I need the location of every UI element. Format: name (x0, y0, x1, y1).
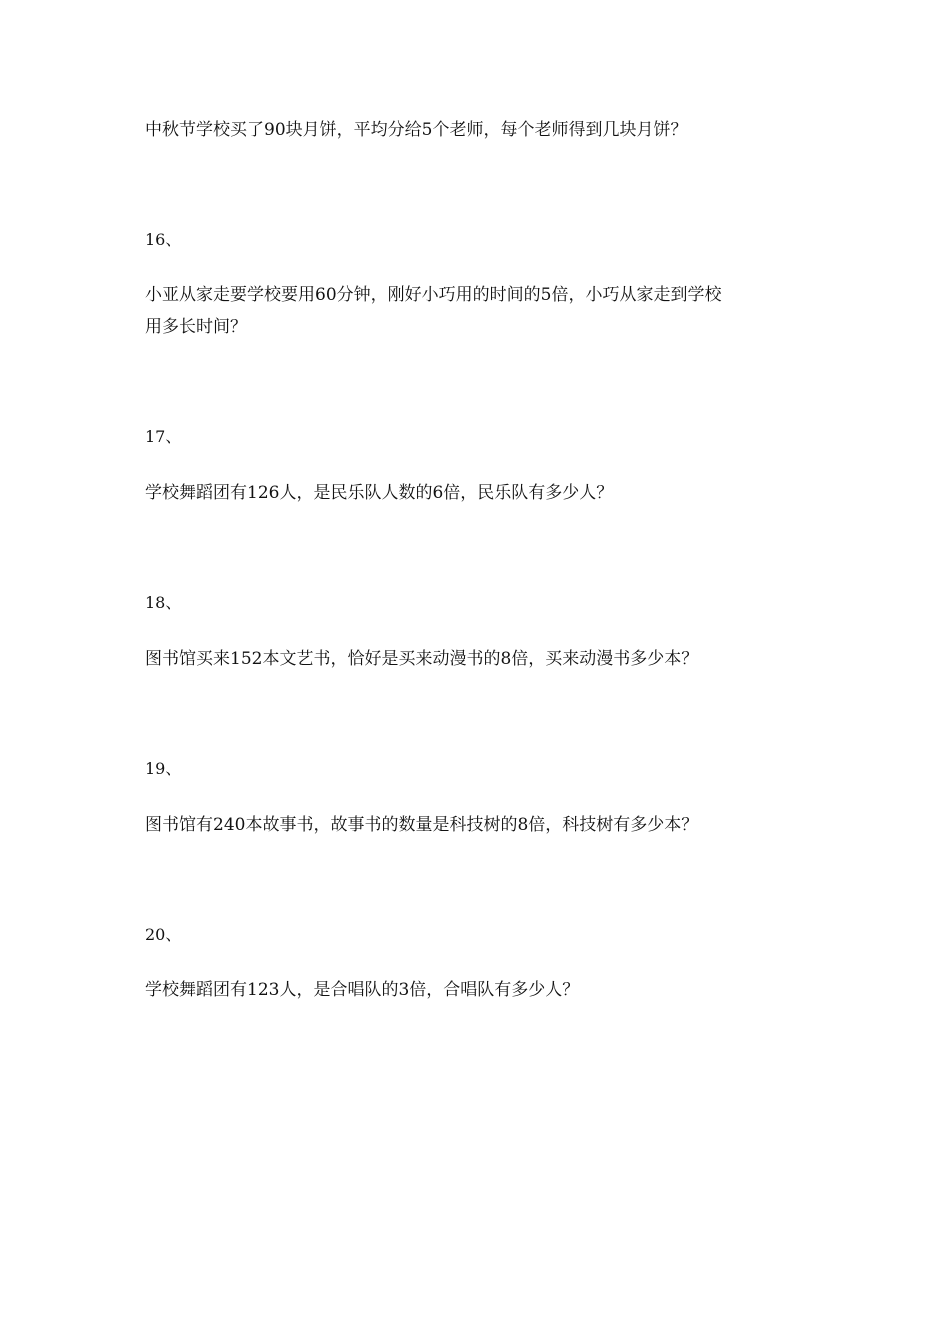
question-18-number: 18、 (145, 593, 182, 612)
question-16-text-line1: 小亚从家走要学校要用60分钟，刚好小巧用的时间的5倍，小巧从家走到学校 (145, 285, 722, 305)
question-20-number: 20、 (145, 925, 182, 944)
question-17-number: 17、 (145, 427, 182, 446)
question-17-text: 学校舞蹈团有126人，是民乐队人数的6倍，民乐队有多少人？ (145, 483, 614, 503)
question-19-text: 图书馆有240本故事书，故事书的数量是科技树的8倍，科技树有多少本？ (145, 815, 699, 835)
question-20-text: 学校舞蹈团有123人，是合唱队的3倍，合唱队有多少人？ (145, 980, 580, 1000)
question-16-text-line2: 用多长时间？ (145, 317, 247, 337)
question-18-text: 图书馆买来152本文艺书，恰好是买来动漫书的8倍，买来动漫书多少本？ (145, 649, 699, 669)
question-19-number: 19、 (145, 759, 182, 778)
question-16-number: 16、 (145, 230, 182, 249)
question-15-text: 中秋节学校买了90块月饼，平均分给5个老师，每个老师得到几块月饼？ (145, 120, 688, 140)
